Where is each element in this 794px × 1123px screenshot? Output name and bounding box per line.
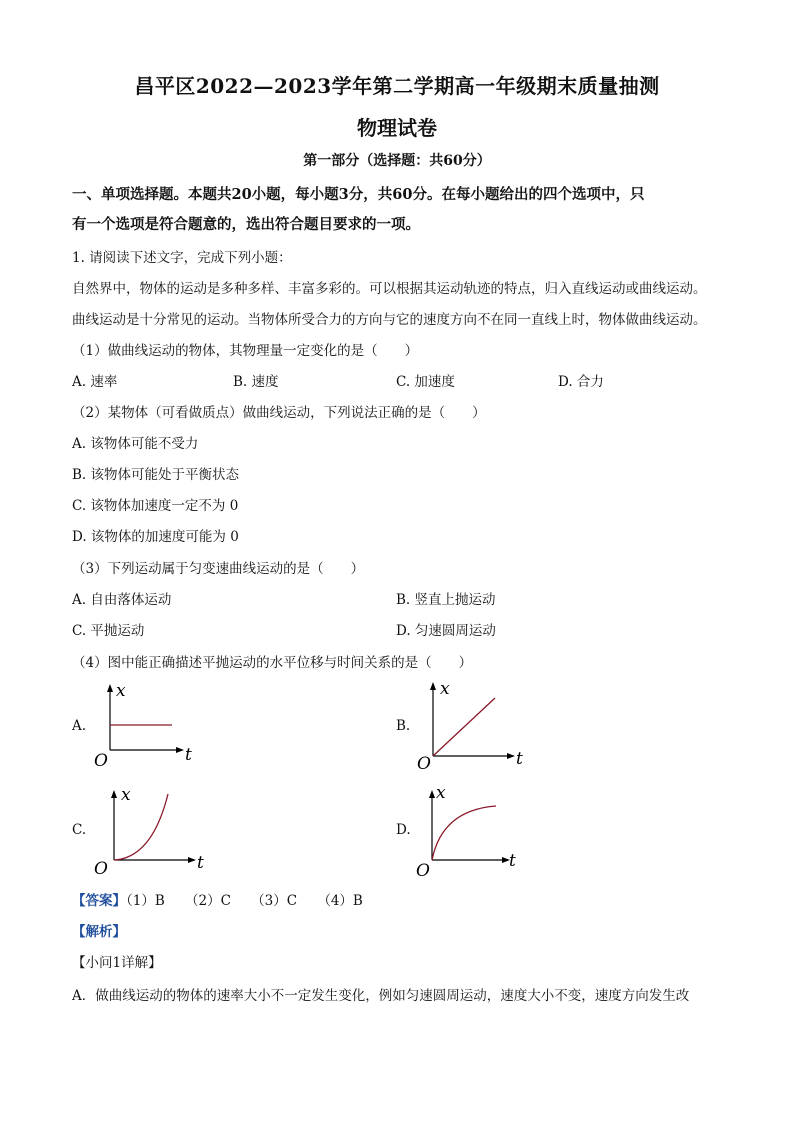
graph-d-x-label: t	[509, 851, 516, 871]
sub3-option-b: B. 竖直上抛运动	[396, 592, 496, 608]
graph-b-y-arrow	[430, 682, 436, 690]
graph-a-label: A.	[72, 718, 87, 734]
section-heading-line-1: 一、单项选择题。本题共20小题，每小题3分，共60分。在每小题给出的四个选项中，只	[72, 186, 645, 203]
answer-text: （1）B （2）C （3）C （4）B	[126, 893, 363, 909]
graph-c	[94, 782, 234, 882]
graph-d-label: D.	[396, 822, 411, 838]
graph-b	[413, 676, 553, 776]
graph-a-y-arrow	[107, 684, 113, 692]
graph-b-y-label: x	[440, 679, 450, 699]
graph-c-x-arrow	[188, 857, 196, 863]
graph-b-x-arrow	[507, 753, 515, 759]
graph-c-y-label: x	[121, 785, 131, 805]
graph-c-label: C.	[72, 822, 87, 838]
passage-line-1: 自然界中，物体的运动是多种多样、丰富多彩的。可以根据其运动轨迹的特点，归入直线运动或曲线运动。	[72, 281, 707, 297]
graph-b-curve	[433, 698, 495, 756]
graph-b-x-label: t	[516, 749, 523, 769]
graph-d-y-arrow	[429, 790, 435, 798]
sub-question-1-stem: （1）做曲线运动的物体，其物理量一定变化的是（ ）	[72, 343, 419, 359]
graph-c-x-label: t	[197, 853, 204, 873]
sub-question-3-stem: （3）下列运动属于匀变速曲线运动的是（ ）	[72, 561, 365, 577]
graph-a-y-label: x	[116, 681, 126, 701]
sub1-option-a: A. 速率	[72, 374, 118, 390]
sub-question-4-stem: （4）图中能正确描述平抛运动的水平位移与时间关系的是（ ）	[72, 655, 473, 671]
graph-c-origin: O	[94, 859, 108, 879]
sub3-option-d: D. 匀速圆周运动	[396, 623, 496, 639]
sub1-option-d: D. 合力	[558, 374, 604, 390]
graph-b-label: B.	[396, 718, 411, 734]
analysis-label	[72, 920, 126, 940]
answer-line	[72, 889, 363, 909]
graph-d-y-label: x	[436, 783, 446, 803]
sub2-option-d: D. 该物体的加速度可能为 0	[72, 529, 239, 545]
exam-title: 昌平区2022—2023学年第二学期高一年级期末质量抽测	[134, 74, 660, 98]
sub1-option-c: C. 加速度	[396, 374, 455, 390]
graph-b-origin: O	[417, 754, 431, 774]
graph-c-y-arrow	[111, 790, 117, 798]
sub3-option-a: A. 自由落体运动	[72, 592, 172, 608]
graph-a-x-arrow	[176, 747, 184, 753]
graph-d	[412, 784, 552, 884]
graph-a-origin: O	[94, 751, 108, 771]
sub3-option-c: C. 平抛运动	[72, 623, 145, 639]
sub1-option-b: B. 速度	[233, 374, 279, 390]
section-heading-line-2: 有一个选项是符合题意的，选出符合题目要求的一项。	[72, 216, 420, 233]
analysis-label-text: 【解析】	[72, 924, 126, 940]
graph-a	[90, 680, 210, 770]
graph-a-x-label: t	[185, 745, 192, 765]
sub2-option-a: A. 该物体可能不受力	[72, 436, 199, 452]
question-intro: 1. 请阅读下述文字，完成下列小题：	[72, 250, 292, 266]
sub-question-2-stem: （2）某物体（可看做质点）做曲线运动，下列说法正确的是（ ）	[72, 405, 486, 421]
part-heading: 第一部分（选择题：共60分）	[303, 153, 491, 169]
analysis-sub-heading: 【小问1详解】	[72, 955, 162, 971]
analysis-line-1: A．做曲线运动的物体的速率大小不一定发生变化，例如匀速圆周运动，速度大小不变，速度方向发生改	[72, 988, 690, 1004]
sub2-option-b: B. 该物体可能处于平衡状态	[72, 467, 240, 483]
sub2-option-c: C. 该物体加速度一定不为 0	[72, 498, 239, 514]
graph-d-curve	[432, 806, 496, 860]
exam-subject: 物理试卷	[357, 116, 437, 140]
graph-d-origin: O	[416, 861, 430, 881]
answer-label: 【答案】	[72, 893, 126, 909]
passage-line-2: 曲线运动是十分常见的运动。当物体所受合力的方向与它的速度方向不在同一直线上时，物体做曲线运动。	[72, 312, 707, 328]
